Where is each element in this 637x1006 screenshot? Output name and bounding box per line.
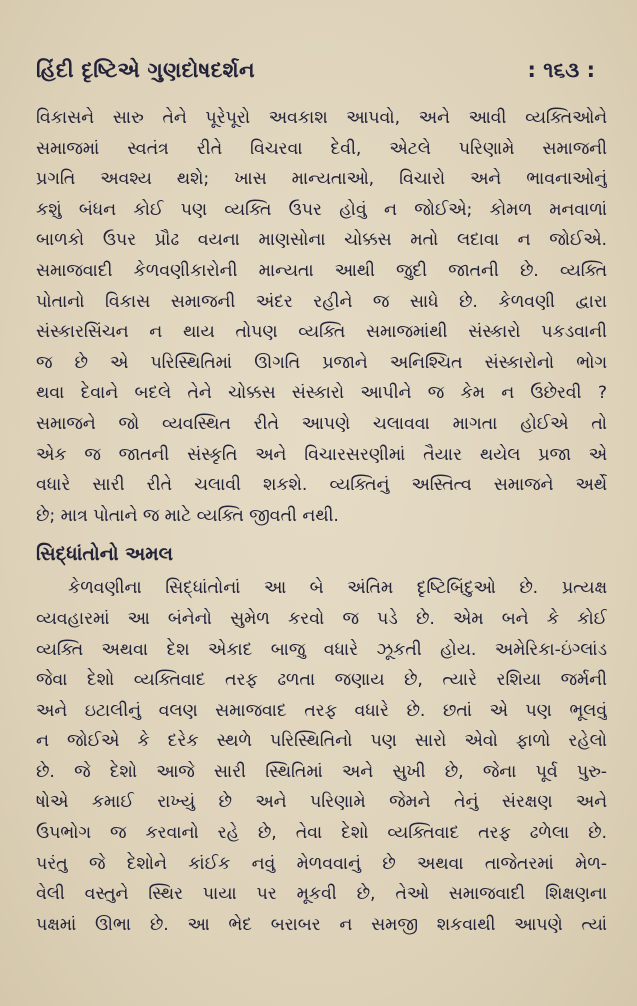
text-line: વ્યક્તિ અથવા દેશ એકાદ બાજુ વધારે ઝૂકતી હોય. અમેરિકા-ઇંગ્લાંડ	[36, 639, 607, 660]
text-line: પરંતુ જે દેશોને કાંઈક નવું મેળવવાનું છે અથવા તાજેતરમાં મેળ-	[36, 853, 607, 874]
text-line: કેળવણીના સિદ્ધાંતોનાં આ બે અંતિમ દૃષ્ટિબિંદુઓ છે. પ્રત્યક્ષ	[68, 578, 607, 599]
running-head	[36, 58, 607, 83]
text-line: પક્ષમાં ઊભા છે. આ ભેદ બરાબર ન સમજી શકવાથી આપણે ત્યાં	[36, 914, 607, 935]
text-line: સમાજને જો વ્યવસ્થિત રીતે આપણે ચલાવવા માગતા હોઈએ તો	[36, 413, 607, 434]
paragraph-1	[36, 103, 607, 531]
text-line: એક જ જાતની સંસ્કૃતિ અને વિચારસરણીમાં તૈયાર થયેલ પ્રજા એ	[36, 444, 607, 465]
text-line: છે; માત્ર પોતાને જ માટે વ્યક્તિ જીવતી નથી.	[36, 505, 339, 526]
text-line: અને ઇટાલીનું વલણ સમાજવાદ તરફ વધારે છે. છતાં એ પણ ભૂલવું	[36, 700, 607, 721]
text-line: ષોએ કમાઈ રાખ્યું છે અને પરિણામે જેમને તેનું સંરક્ષણ અને	[36, 792, 607, 813]
text-line: જ છે એ પરિસ્થિતિમાં ઊગતિ પ્રજાને અનિશ્ચિત સંસ્કારોનો ભોગ	[36, 352, 607, 373]
text-line: વિકાસને સારુ તેને પૂરેપૂરો અવકાશ આપવો, અને આવી વ્યક્તિઓને	[36, 108, 607, 128]
text-line: સમાજવાદી કેળવણીકારોની માન્યતા આથી જુદી જાતની છે. વ્યક્તિ	[36, 260, 607, 281]
text-line: પ્રગતિ અવશ્ય થશે; ખાસ માન્યતાઓ, વિચારો અને ભાવનાઓનું	[36, 169, 607, 190]
text-line: ન જોઈએ કે દરેક સ્થળે પરિસ્થિતિનો પણ સારો એવો ફાળો રહેલો	[36, 731, 607, 752]
text-line: વેલી વસ્તુને સ્થિર પાયા પર મૂકવી છે, તેઓ સમાજવાદી શિક્ષણના	[36, 884, 607, 905]
paragraph-2	[36, 573, 607, 940]
text-line: જેવા દેશો વ્યક્તિવાદ તરફ ઢળતા જણાય છે, ત્યારે રશિયા જર્મની	[36, 670, 607, 691]
text-line: સંસ્કારસિંચન ન થાય તોપણ વ્યક્તિ સમાજમાંથી સંસ્કારો પકડવાની	[36, 322, 607, 343]
text-line: વધારે સારી રીતે ચલાવી શકશે. વ્યક્તિનું અસ્તિત્વ સમાજને અર્થે	[36, 475, 607, 496]
text-line: છે. જે દેશો આજે સારી સ્થિતિમાં અને સુખી છે, જેના પૂર્વ પુરુ-	[36, 761, 607, 782]
text-line: ઉપભોગ જ કરવાનો રહે છે, તેવા દેશો વ્યક્તિવાદ તરફ ઢળેલા છે.	[36, 823, 607, 844]
text-line: કશું બંધન કોઈ પણ વ્યક્તિ ઉપર હોવું ન જોઈએ; કોમળ મનવાળાં	[36, 199, 607, 220]
text-line: બાળકો ઉપર પ્રૌઢ વયના માણસોના ચોક્કસ મતો લદાવા ન જોઈએ.	[36, 230, 607, 251]
text-line: પોતાનો વિકાસ સમાજની અંદર રહીને જ સાધે છે. કેળવણી દ્વારા	[36, 291, 607, 312]
running-title: હિંદી દૃષ્ટિએ ગુણદોષદર્શન	[36, 58, 255, 82]
text-line: થવા દેવાને બદલે તેને ચોક્કસ સંસ્કારો આપીને જ કેમ ન ઉછેરવી ?	[36, 383, 607, 404]
text-line: વ્યવહારમાં આ બંનેનો સુમેળ કરવો જ પડે છે. એમ બને કે કોઈ	[36, 608, 607, 629]
text-line: સમાજમાં સ્વતંત્ર રીતે વિચરવા દેવી, એટલે પરિણામે સમાજની	[36, 138, 607, 159]
page-number: : ૧૬૩ :	[527, 58, 595, 82]
section-heading: સિદ્ધાંતોનો અમલ	[36, 543, 174, 566]
